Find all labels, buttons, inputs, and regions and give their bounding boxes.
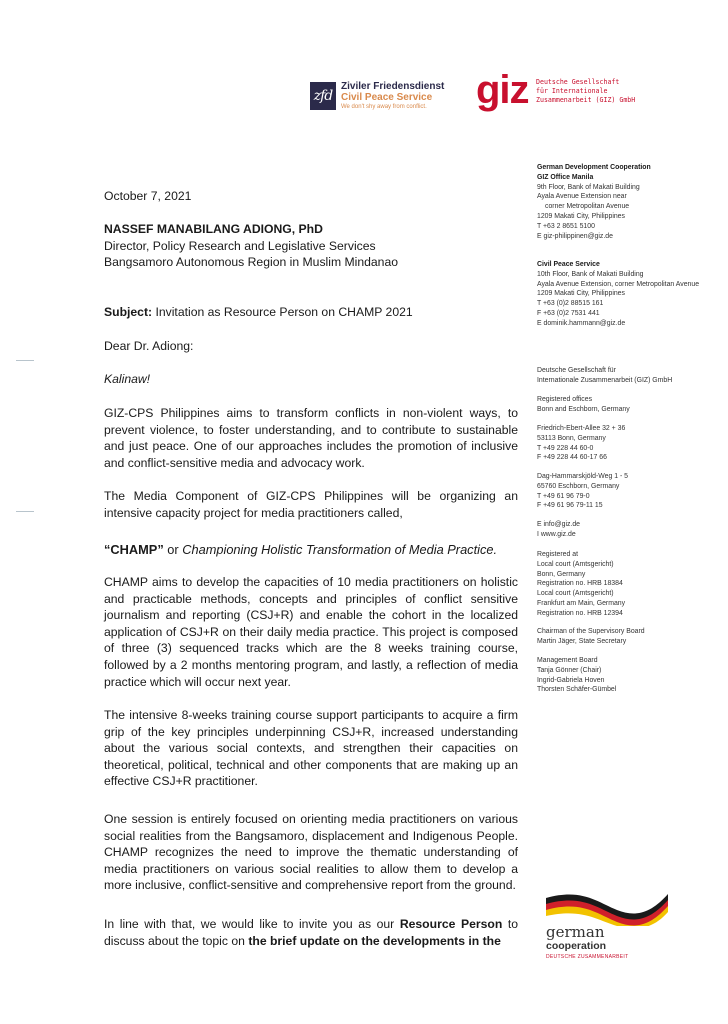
subject-label: Subject:	[104, 305, 153, 319]
giz-email: E info@giz.de	[537, 521, 581, 528]
paragraph-intro: GIZ-CPS Philippines aims to transform conflicts in non-violent ways, to prevent violence, to foster understanding, and to contribute to sustainable and just peace. One of our approaches includes the promotion of inclusive and conflict-sensitive media and advocacy work.	[104, 406, 518, 470]
company-name: Deutsche Gesellschaft für Internationale Zusammenarbeit (GIZ) GmbH	[537, 367, 673, 384]
eschborn-address: Dag-Hammarskjöld-Weg 1 - 5 65760 Eschborn, Germany T +49 61 96 79-0 F +49 61 96 79-11 15	[537, 473, 629, 510]
paragraph-invitation: In line with that, we would like to invite you as our Resource Person to discuss about the topic on the brief update on the developments in the	[104, 917, 518, 948]
registered-offices: Registered offices Bonn and Eschborn, Germany	[537, 396, 630, 413]
champ-title: “CHAMP” or Championing Holistic Transformation of Media Practice.	[104, 542, 498, 557]
giz-contact	[537, 520, 580, 540]
german-cooperation-subtitle: DEUTSCHE ZUSAMMENARBEIT	[546, 954, 629, 960]
zfd-civil-peace-service-logo	[310, 78, 460, 114]
giz-office-manila-address: German Development Cooperation GIZ Office Manila 9th Floor, Bank of Makati Building Ayala Avenue Extension near corner Metropolitan Avenue 1209 Makati City, Philippines T +63 2 8651 5100 E giz-philippinen@giz.de	[537, 164, 651, 240]
paragraph-champ-aims: CHAMP aims to develop the capacities of 10 media practitioners on holistic and practicable methods, concepts and principles of conflict sensitive journalism and reporting (CSJ+R) and enable the cohort in the localized application of CSJ+R on their daily media practice. This project is composed of three (3) sequenced tracks which are the 8 weeks training course, followed by a 2 months mentoring program, and lastly, a reflection of media practice which will occur next year.	[104, 575, 518, 689]
recipient-organization: Bangsamoro Autonomous Region in Muslim Mindanao	[104, 255, 399, 270]
zfd-name-english: Civil Peace Service	[341, 92, 433, 103]
management-board: Management Board Tanja Gönner (Chair) Ingrid-Gabriela Hoven Thorsten Schäfer-Gümbel	[537, 657, 617, 694]
zfd-name-german: Ziviler Friedensdienst	[341, 81, 445, 92]
recipient-block	[104, 221, 398, 271]
giz-logo-text: Deutsche Gesellschaft für Internationale Zusammenarbeit (GIZ) GmbH	[536, 78, 636, 104]
letter-date: October 7, 2021	[104, 189, 192, 203]
topic-emphasis: the brief update on the developments in the	[248, 933, 501, 948]
german-flag-ribbon-icon	[542, 890, 672, 926]
resource-person-emphasis: Resource Person	[399, 917, 503, 931]
paragraph-media-component: The Media Component of GIZ-CPS Philippines will be organizing an intensive capacity project for media practitioners called,	[104, 489, 518, 520]
zfd-tagline: We don't shy away from conflict.	[341, 104, 427, 110]
giz-website: I www.giz.de	[537, 530, 576, 538]
salutation: Dear Dr. Adiong:	[104, 339, 194, 353]
german-cooperation-logo	[536, 890, 686, 962]
giz-logo-mark-icon: giz	[476, 68, 529, 112]
paragraph-session-focus: One session is entirely focused on orienting media practitioners on various social realities from the Bangsamoro, displacement and Indigenous People. CHAMP recognizes the need to improve the thematic understanding of media practitioners on various social realities to allow them to develop a more inclusive, conflict-sensitive and comprehensive report from the ground.	[104, 812, 518, 893]
greeting: Kalinaw!	[104, 372, 151, 386]
recipient-name: NASSEF MANABILANG ADIONG, PhD	[104, 222, 323, 236]
german-cooperation-word1: german	[546, 923, 605, 941]
recipient-title: Director, Policy Research and Legislative Services	[104, 238, 376, 253]
subject-text: Invitation as Resource Person on CHAMP 2021	[152, 305, 413, 319]
german-cooperation-word2: cooperation	[546, 940, 607, 952]
zfd-logo-mark-icon: zfd	[310, 82, 336, 110]
giz-logo	[476, 68, 656, 116]
margin-mark	[16, 511, 34, 512]
champ-acronym: “CHAMP”	[104, 542, 164, 557]
margin-mark	[16, 360, 34, 361]
civil-peace-service-address: Civil Peace Service 10th Floor, Bank of Makati Building Ayala Avenue Extension, corner Metropolitan Avenue 1209 Makati City, Philippines T +63 (0)2 88515 161 F +63 (0)2 7531 441 E dominik.hammann@giz.de	[537, 261, 700, 327]
champ-full-name: Championing Holistic Transformation of Media Practice.	[182, 542, 498, 557]
bonn-address: Friedrich-Ebert-Allee 32 + 36 53113 Bonn, Germany T +49 228 44 60-0 F +49 228 44 60-17 66	[537, 425, 626, 462]
supervisory-board: Chairman of the Supervisory Board Martin Jäger, State Secretary	[537, 628, 645, 645]
subject-line	[104, 304, 413, 321]
registration-info: Registered at Local court (Amtsgericht) Bonn, Germany Registration no. HRB 18384 Local court (Amtsgericht) Frankfurt am Main, Germany Registration no. HRB 12394	[537, 551, 626, 617]
paragraph-training-course: The intensive 8-weeks training course support participants to acquire a firm grip of the key principles underpinning CSJ+R, increased understanding about the various social contexts, and strengthen their capacities on theoretical, political, technical and other components that are making up an effective CSJ+R practitioner.	[104, 708, 518, 789]
